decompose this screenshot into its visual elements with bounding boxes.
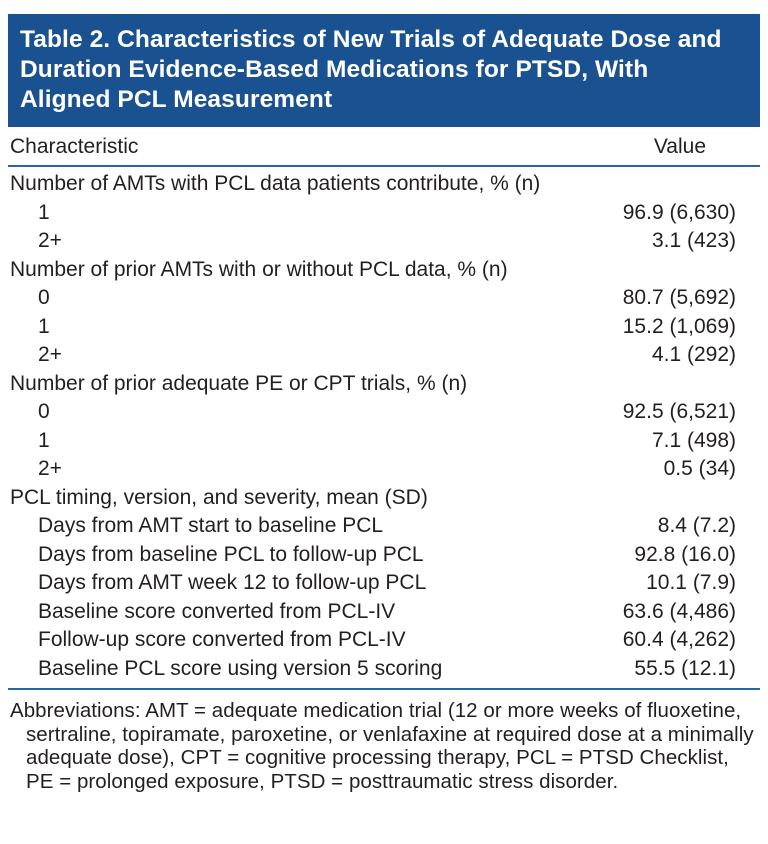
- row-label: 2+: [38, 229, 62, 252]
- row-label: 1: [38, 200, 50, 224]
- table-row: [8, 313, 760, 342]
- table-row: [8, 626, 760, 655]
- section-header-prior-amts: Number of prior AMTs with or without PCL data, % (n): [10, 257, 508, 281]
- row-value: 80.7 (5,692): [622, 286, 736, 309]
- row-value: 92.5 (6,521): [622, 400, 736, 423]
- table-title: Table 2. Characteristics of New Trials of Adequate Dose and Duration Evidence-Based Medications for PTSD, With Aligned PCL Measurement: [8, 14, 760, 127]
- row-label: 1: [38, 428, 50, 452]
- section-header-pe-cpt-trials: Number of prior adequate PE or CPT trials, % (n): [10, 371, 468, 395]
- row-value: 7.1 (498): [651, 428, 736, 452]
- row-value: 4.1 (292): [651, 343, 736, 366]
- row-value: 8.4 (7.2): [657, 514, 736, 537]
- table-body: [8, 167, 760, 690]
- row-label: 2+: [38, 343, 62, 366]
- table-row: [8, 427, 760, 456]
- row-value: 96.9 (6,630): [622, 200, 736, 224]
- abbreviations-footnote: Abbreviations: AMT = adequate medication trial (12 or more weeks of fluoxetine, sertraline, topiramate, paroxetine, or venlafaxine at required dose at a minimally adequate dose), CPT = cognitive processing therapy, PCL = PTSD Checklist, PE = prolonged exposure, PTSD = posttraumatic stress disorder.: [10, 699, 754, 793]
- row-value: 92.8 (16.0): [634, 542, 736, 566]
- table-row: [8, 284, 760, 313]
- row-value: 60.4 (4,262): [622, 628, 736, 651]
- row-label: 1: [38, 314, 50, 338]
- row-value: 15.2 (1,069): [622, 314, 736, 338]
- table-row: [8, 598, 760, 627]
- table-row: [8, 541, 760, 570]
- row-value: 3.1 (423): [651, 229, 736, 252]
- row-value: 55.5 (12.1): [634, 656, 736, 680]
- row-label: 0: [38, 286, 50, 309]
- row-value: 0.5 (34): [663, 457, 736, 480]
- table-row: [8, 655, 760, 684]
- row-label: Days from AMT week 12 to follow-up PCL: [38, 571, 427, 594]
- row-label: Days from AMT start to baseline PCL: [38, 514, 384, 537]
- column-header-characteristic: Characteristic: [10, 135, 139, 158]
- table-row: [8, 455, 760, 484]
- row-value: 63.6 (4,486): [622, 599, 736, 623]
- row-label: 2+: [38, 457, 62, 480]
- row-label: Days from baseline PCL to follow-up PCL: [38, 542, 424, 566]
- section-header-pcl-timing: PCL timing, version, and severity, mean (SD): [10, 485, 428, 509]
- row-label: 0: [38, 400, 50, 423]
- table-row: [8, 199, 760, 228]
- row-label: Follow-up score converted from PCL-IV: [38, 628, 406, 651]
- row-label: Baseline score converted from PCL-IV: [38, 599, 396, 623]
- column-header-row: [8, 127, 760, 167]
- table-row: [8, 398, 760, 427]
- table-row: [8, 569, 760, 598]
- row-value: 10.1 (7.9): [646, 571, 736, 594]
- table-row: [8, 512, 760, 541]
- row-label: Baseline PCL score using version 5 scoring: [38, 656, 443, 680]
- table-row: [8, 341, 760, 370]
- column-header-value: Value: [653, 135, 706, 158]
- section-header-amts-with-pcl: Number of AMTs with PCL data patients contribute, % (n): [10, 172, 541, 195]
- table-row: [8, 227, 760, 256]
